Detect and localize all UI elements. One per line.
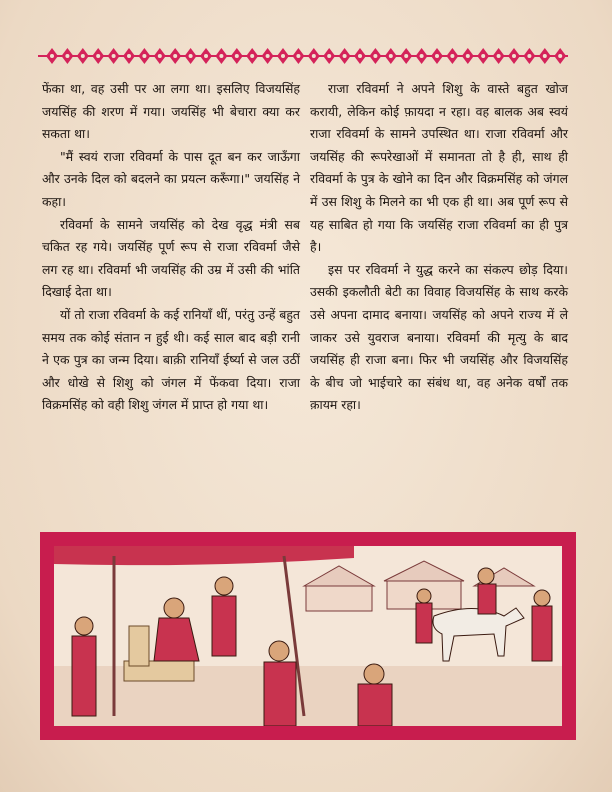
ornament-dot — [435, 54, 439, 58]
paragraph: रविवर्मा के सामने जयसिंह को देख वृद्ध मंत्री सब चकित रह गये। जयसिंह पूर्ण रूप से राजा रविवर्मा जैसे लग रह था। रविवर्मा भी जयसिंह की उम्र में उसी की भांति दिखाई देता था। — [42, 216, 300, 300]
ornament-dot — [189, 54, 193, 58]
right-text-column — [310, 78, 568, 417]
ornament-dot — [404, 54, 408, 58]
story-illustration — [40, 532, 576, 740]
ornament-dot — [543, 54, 547, 58]
ornament-dot — [65, 54, 69, 58]
ornament-dot — [481, 54, 485, 58]
paragraph: फेंका था, वह उसी पर आ लगा था। इसलिए विजयसिंह जयसिंह की शरण में गया। जयसिंह भी बेचारा क्या कर सकता था। — [42, 81, 300, 142]
ornament-dot — [219, 54, 223, 58]
ornament-dot — [389, 54, 393, 58]
paragraph: राजा रविवर्मा ने अपने शिशु के वास्ते बहुत खोज करायी, लेकिन कोई फ़ायदा न रहा। वह बालक अब स्वयं राजा रविवर्मा के सामने उपस्थित था। राजा रविवर्मा और जयसिंह की रूपरेखाओं में समानता तो है ही, साथ ही रविवर्मा के पुत्र के खोने का दिन और विक्रमसिंह को जंगल में उस शिशु के मिलने का भी एक ही था। अब पूर्ण रूप से यह साबित हो गया कि जयसिंह राजा रविवर्मा का ही पुत्र है। — [310, 81, 568, 255]
ornament-dot — [343, 54, 347, 58]
ornament-dot — [312, 54, 316, 58]
ornament-dot — [235, 54, 239, 58]
ornament-dot — [204, 54, 208, 58]
ornament-dot — [450, 54, 454, 58]
ornament-dot — [96, 54, 100, 58]
ornament-dot — [497, 54, 501, 58]
ornament-dot — [112, 54, 116, 58]
paragraph: "मैं स्वयं राजा रविवर्मा के पास दूत बन कर जाऊँगा और उनके दिल को बदलने का प्रयत्न करूँगा।" जयसिंह ने कहा। — [42, 148, 300, 209]
paragraph: यों तो राजा रविवर्मा के कई रानियाँ थीं, परंतु उन्हें बहुत समय तक कोई संतान न हुई थी। कई साल बाद बड़ी रानी ने एक पुत्र का जन्म दिया। बाक़ी रानियाँ ईर्ष्या से जल उठीं और धोखे से शिशु को जंगल में फेंकवा दिया। राजा विक्रमसिंह को वही शिशु जंगल में प्राप्त हो गया था। — [42, 306, 300, 413]
ornament-dot — [281, 54, 285, 58]
ornament-dot — [250, 54, 254, 58]
ornamental-border-strip — [38, 45, 568, 67]
ornament-dot — [527, 54, 531, 58]
ornament-dot — [158, 54, 162, 58]
paragraph: इस पर रविवर्मा ने युद्ध करने का संकल्प छोड़ दिया। उसकी इकलौती बेटी का विवाह विजयसिंह के साथ करके उसे अपना दामाद बनाया। जयसिंह को अपने राज्य में ले जाकर उसे युवराज बनाया। रविवर्मा की मृत्यु के बाद जयसिंह ही राजा बना। फिर भी जयसिंह और विजयसिंह के बीच जो भाईचारे का संबंध था, वह अनेक वर्षों तक क़ायम रहा। — [310, 261, 568, 413]
ornament-dot — [266, 54, 270, 58]
ornament-dot — [420, 54, 424, 58]
ornament-dot — [466, 54, 470, 58]
ornament-dot — [50, 54, 54, 58]
ornament-dot — [512, 54, 516, 58]
ornament-dot — [358, 54, 362, 58]
ornament-dot — [558, 54, 562, 58]
ornament-dot — [173, 54, 177, 58]
ornament-dot — [296, 54, 300, 58]
ornament-dot — [327, 54, 331, 58]
ornament-dot — [81, 54, 85, 58]
ornament-dot — [373, 54, 377, 58]
left-text-column — [42, 78, 300, 417]
ornament-dot — [127, 54, 131, 58]
ornament-dot — [142, 54, 146, 58]
court-scene-drawing — [54, 546, 562, 726]
